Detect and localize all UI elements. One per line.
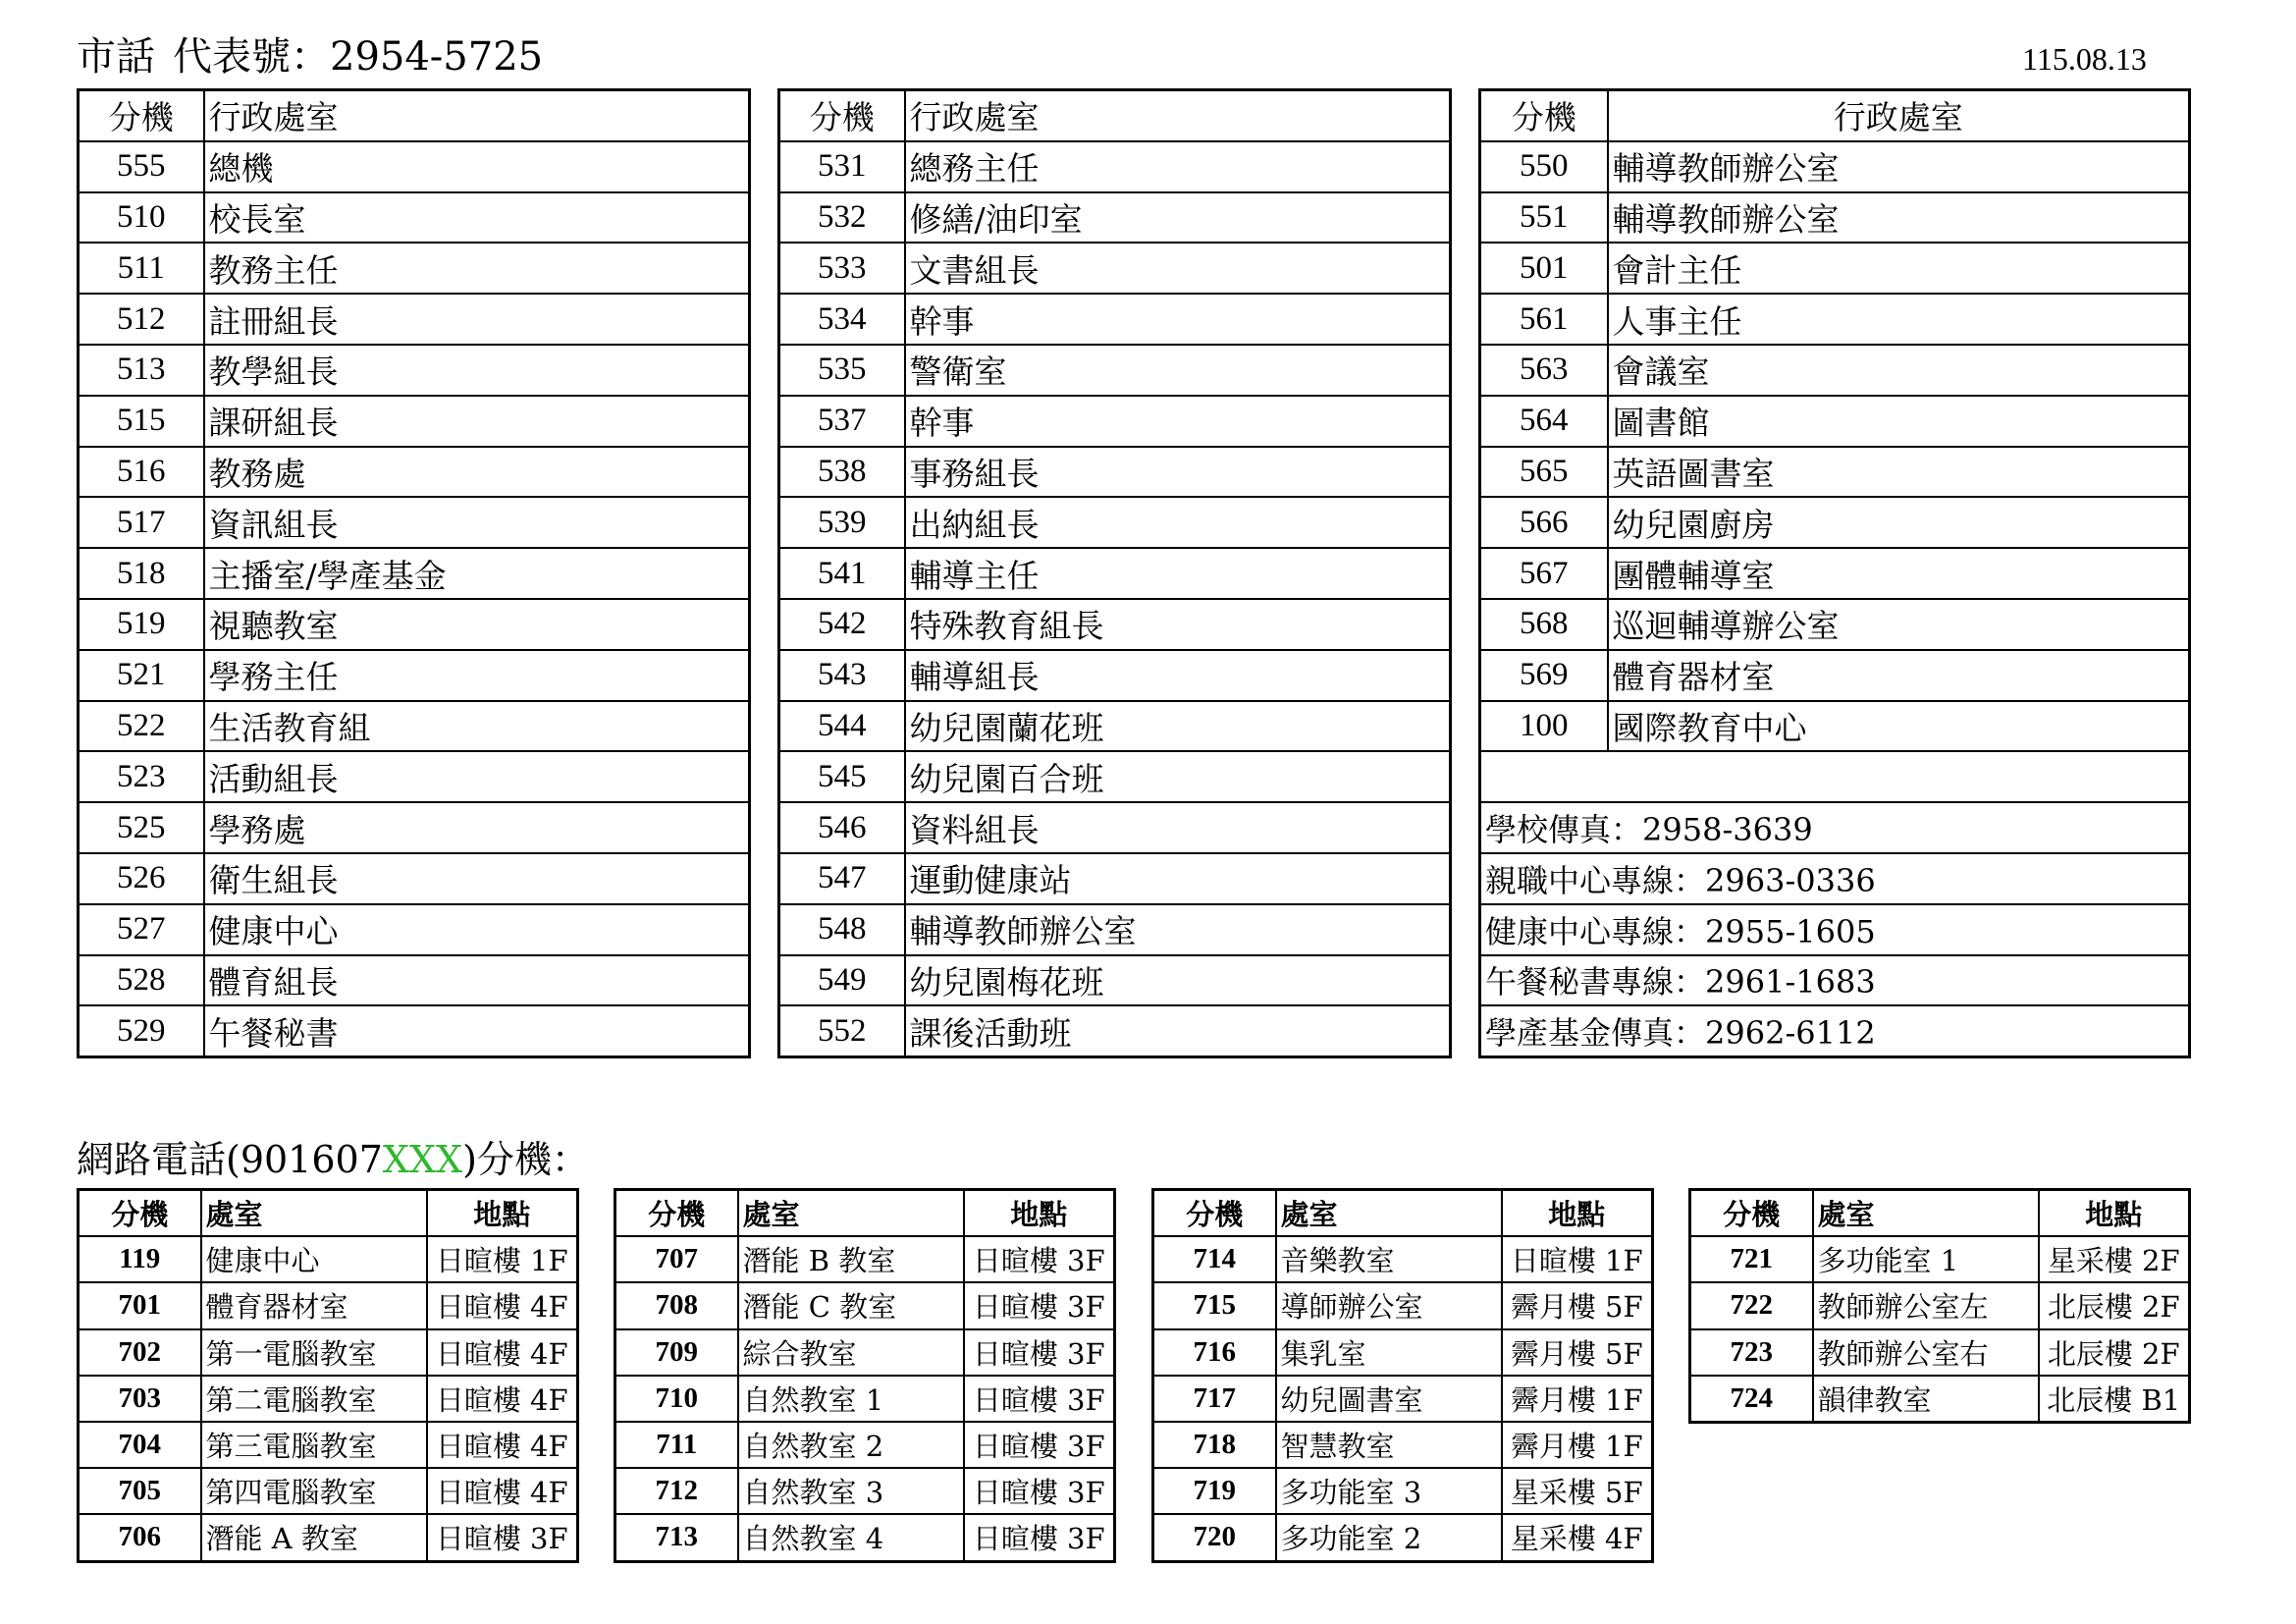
column-header-room: 處室 xyxy=(1276,1190,1502,1237)
office-name: 會計主任 xyxy=(1608,243,2190,294)
extension-number: 550 xyxy=(1480,141,1608,192)
table-row xyxy=(1480,599,2190,650)
office-name: 主播室/學產基金 xyxy=(204,548,750,599)
table-row xyxy=(1153,1422,1653,1468)
table-row xyxy=(779,141,1451,192)
office-name: 幹事 xyxy=(905,294,1451,345)
table-row xyxy=(1480,497,2190,548)
table-row xyxy=(1480,141,2190,192)
table-row xyxy=(79,294,750,345)
extension-number: 703 xyxy=(79,1376,201,1422)
voip-table xyxy=(1688,1188,2191,1424)
table-row xyxy=(79,955,750,1006)
column-header-extension: 分機 xyxy=(1480,90,1608,141)
office-name: 資料組長 xyxy=(905,802,1451,853)
column-header-extension: 分機 xyxy=(1690,1190,1813,1237)
main-number-label: 代表號：2954-5725 xyxy=(173,34,544,80)
table-row xyxy=(1690,1282,2190,1328)
room-name: 教師辦公室左 xyxy=(1813,1282,2039,1328)
voip-table xyxy=(1151,1188,1654,1563)
office-name: 視聽教室 xyxy=(204,599,750,650)
extension-number: 522 xyxy=(79,701,204,752)
room-name: 集乳室 xyxy=(1276,1329,1502,1376)
office-name: 衛生組長 xyxy=(204,853,750,904)
office-name: 輔導教師辦公室 xyxy=(1608,192,2190,244)
office-name: 幹事 xyxy=(905,396,1451,447)
table-row xyxy=(779,243,1451,294)
office-name: 總務主任 xyxy=(905,141,1451,192)
extension-number: 538 xyxy=(779,447,905,498)
extension-number: 723 xyxy=(1690,1329,1813,1376)
table-row xyxy=(79,141,750,192)
table-row xyxy=(779,650,1451,701)
extension-number: 527 xyxy=(79,904,204,955)
table-row xyxy=(79,548,750,599)
table-row xyxy=(779,192,1451,244)
table-row xyxy=(1153,1514,1653,1561)
room-name: 導師辦公室 xyxy=(1276,1282,1502,1328)
extension-number: 119 xyxy=(79,1236,201,1282)
office-name: 教學組長 xyxy=(204,345,750,396)
room-location: 日暄樓 4F xyxy=(427,1329,578,1376)
table-row xyxy=(79,904,750,955)
office-name: 體育組長 xyxy=(204,955,750,1006)
extension-number: 548 xyxy=(779,904,905,955)
office-name: 活動組長 xyxy=(204,751,750,802)
table-row xyxy=(1153,1468,1653,1514)
extension-number: 539 xyxy=(779,497,905,548)
table-row xyxy=(779,294,1451,345)
room-name: 潛能 C 教室 xyxy=(738,1282,964,1328)
office-name: 課研組長 xyxy=(204,396,750,447)
office-name: 運動健康站 xyxy=(905,853,1451,904)
table-row xyxy=(779,548,1451,599)
table-row xyxy=(79,650,750,701)
table-row xyxy=(779,1005,1451,1056)
column-header-location: 地點 xyxy=(427,1190,578,1237)
office-name: 輔導組長 xyxy=(905,650,1451,701)
extension-number: 706 xyxy=(79,1514,201,1561)
office-name: 特殊教育組長 xyxy=(905,599,1451,650)
extension-number: 534 xyxy=(779,294,905,345)
extension-number: 549 xyxy=(779,955,905,1006)
office-name: 學務處 xyxy=(204,802,750,853)
office-name: 修繕/油印室 xyxy=(905,192,1451,244)
blank-cell xyxy=(1480,751,2190,802)
table-row xyxy=(79,853,750,904)
office-name: 國際教育中心 xyxy=(1608,701,2190,752)
table-row xyxy=(79,751,750,802)
column-header-extension: 分機 xyxy=(79,90,204,141)
table-row xyxy=(1690,1376,2190,1423)
extension-number: 521 xyxy=(79,650,204,701)
office-name: 總機 xyxy=(204,141,750,192)
extension-number: 501 xyxy=(1480,243,1608,294)
table-row xyxy=(615,1376,1115,1422)
extension-number: 716 xyxy=(1153,1329,1276,1376)
extension-number: 701 xyxy=(79,1282,201,1328)
room-location: 星采樓 2F xyxy=(2039,1236,2190,1282)
extension-number: 523 xyxy=(79,751,204,802)
room-location: 星采樓 5F xyxy=(1502,1468,1653,1514)
room-location: 日暄樓 3F xyxy=(964,1236,1115,1282)
extension-number: 526 xyxy=(79,853,204,904)
extension-number: 518 xyxy=(79,548,204,599)
room-name: 體育器材室 xyxy=(201,1282,427,1328)
room-location: 霽月樓 1F xyxy=(1502,1376,1653,1422)
column-header-office: 行政處室 xyxy=(204,90,750,141)
table-row xyxy=(779,599,1451,650)
voip-title xyxy=(77,1134,589,1185)
table-header-row xyxy=(1690,1190,2190,1237)
extension-number: 707 xyxy=(615,1236,738,1282)
column-header-extension: 分機 xyxy=(1153,1190,1276,1237)
room-location: 日暄樓 3F xyxy=(964,1514,1115,1561)
extension-number: 544 xyxy=(779,701,905,752)
extension-number: 724 xyxy=(1690,1376,1813,1423)
table-row xyxy=(615,1468,1115,1514)
office-name: 英語圖書室 xyxy=(1608,447,2190,498)
extension-number: 516 xyxy=(79,447,204,498)
office-name: 註冊組長 xyxy=(204,294,750,345)
office-name: 教務主任 xyxy=(204,243,750,294)
extension-number: 568 xyxy=(1480,599,1608,650)
landline-table xyxy=(1478,88,2191,1058)
table-row xyxy=(79,1422,578,1468)
office-name: 事務組長 xyxy=(905,447,1451,498)
room-location: 星采樓 4F xyxy=(1502,1514,1653,1561)
extension-number: 569 xyxy=(1480,650,1608,701)
office-name: 教務處 xyxy=(204,447,750,498)
office-name: 學務主任 xyxy=(204,650,750,701)
table-header-row xyxy=(79,1190,578,1237)
office-name: 警衛室 xyxy=(905,345,1451,396)
extension-number: 713 xyxy=(615,1514,738,1561)
room-location: 日暄樓 3F xyxy=(964,1329,1115,1376)
extension-number: 525 xyxy=(79,802,204,853)
room-name: 第四電腦教室 xyxy=(201,1468,427,1514)
table-row xyxy=(1153,1282,1653,1328)
extension-number: 511 xyxy=(79,243,204,294)
extension-number: 709 xyxy=(615,1329,738,1376)
room-name: 自然教室 2 xyxy=(738,1422,964,1468)
column-header-office: 行政處室 xyxy=(1608,90,2190,141)
room-name: 多功能室 3 xyxy=(1276,1468,1502,1514)
room-location: 北辰樓 2F xyxy=(2039,1329,2190,1376)
column-header-extension: 分機 xyxy=(615,1190,738,1237)
column-header-room: 處室 xyxy=(1813,1190,2039,1237)
contact-line: 午餐秘書專線：2961-1683 xyxy=(1480,955,2190,1006)
table-row xyxy=(779,853,1451,904)
table-row xyxy=(615,1514,1115,1561)
room-name: 多功能室 2 xyxy=(1276,1514,1502,1561)
room-name: 第一電腦教室 xyxy=(201,1329,427,1376)
room-location: 北辰樓 2F xyxy=(2039,1282,2190,1328)
table-row xyxy=(79,1236,578,1282)
extension-number: 720 xyxy=(1153,1514,1276,1561)
office-name: 資訊組長 xyxy=(204,497,750,548)
extension-number: 563 xyxy=(1480,345,1608,396)
office-name: 校長室 xyxy=(204,192,750,244)
office-name: 午餐秘書 xyxy=(204,1005,750,1056)
extension-number: 564 xyxy=(1480,396,1608,447)
table-header-row xyxy=(79,90,750,141)
extension-number: 513 xyxy=(79,345,204,396)
extension-number: 551 xyxy=(1480,192,1608,244)
extension-number: 546 xyxy=(779,802,905,853)
table-row xyxy=(1480,396,2190,447)
room-name: 第三電腦教室 xyxy=(201,1422,427,1468)
room-location: 日暄樓 4F xyxy=(427,1422,578,1468)
extension-number: 708 xyxy=(615,1282,738,1328)
table-row xyxy=(779,497,1451,548)
room-name: 音樂教室 xyxy=(1276,1236,1502,1282)
info-row xyxy=(1480,904,2190,955)
table-row xyxy=(1480,345,2190,396)
room-name: 自然教室 1 xyxy=(738,1376,964,1422)
table-row xyxy=(1480,701,2190,752)
extension-number: 100 xyxy=(1480,701,1608,752)
office-name: 輔導教師辦公室 xyxy=(905,904,1451,955)
info-row xyxy=(1480,853,2190,904)
table-row xyxy=(79,497,750,548)
extension-number: 531 xyxy=(779,141,905,192)
contact-line: 健康中心專線：2955-1605 xyxy=(1480,904,2190,955)
table-row xyxy=(79,243,750,294)
info-row xyxy=(1480,802,2190,853)
room-name: 教師辦公室右 xyxy=(1813,1329,2039,1376)
extension-number: 535 xyxy=(779,345,905,396)
table-row xyxy=(1480,192,2190,244)
table-row xyxy=(779,904,1451,955)
extension-number: 545 xyxy=(779,751,905,802)
table-row xyxy=(779,447,1451,498)
extension-number: 533 xyxy=(779,243,905,294)
room-location: 日暄樓 3F xyxy=(964,1422,1115,1468)
office-name: 巡迴輔導辦公室 xyxy=(1608,599,2190,650)
room-location: 日暄樓 1F xyxy=(427,1236,578,1282)
table-row xyxy=(1153,1329,1653,1376)
table-header-row xyxy=(1153,1190,1653,1237)
office-name: 輔導教師辦公室 xyxy=(1608,141,2190,192)
column-header-extension: 分機 xyxy=(79,1190,201,1237)
extension-number: 510 xyxy=(79,192,204,244)
table-row xyxy=(79,701,750,752)
table-row xyxy=(1690,1329,2190,1376)
table-row xyxy=(615,1282,1115,1328)
table-row xyxy=(1153,1376,1653,1422)
room-location: 日暄樓 3F xyxy=(964,1376,1115,1422)
room-name: 潛能 B 教室 xyxy=(738,1236,964,1282)
extension-number: 711 xyxy=(615,1422,738,1468)
table-row xyxy=(79,1329,578,1376)
extension-number: 519 xyxy=(79,599,204,650)
voip-table xyxy=(614,1188,1116,1563)
column-header-office: 行政處室 xyxy=(905,90,1451,141)
office-name: 健康中心 xyxy=(204,904,750,955)
table-row xyxy=(79,192,750,244)
date-label: 115.08.13 xyxy=(2022,41,2147,77)
office-name: 輔導主任 xyxy=(905,548,1451,599)
table-row xyxy=(79,396,750,447)
room-location: 日暄樓 4F xyxy=(427,1376,578,1422)
extension-number: 721 xyxy=(1690,1236,1813,1282)
info-row xyxy=(1480,1005,2190,1056)
landline-table xyxy=(777,88,1452,1058)
extension-number: 555 xyxy=(79,141,204,192)
room-location: 霽月樓 1F xyxy=(1502,1422,1653,1468)
room-name: 自然教室 3 xyxy=(738,1468,964,1514)
office-name: 人事主任 xyxy=(1608,294,2190,345)
column-header-location: 地點 xyxy=(2039,1190,2190,1237)
extension-number: 566 xyxy=(1480,497,1608,548)
city-label: 市話 xyxy=(77,34,155,80)
table-row xyxy=(1480,294,2190,345)
room-location: 日暄樓 3F xyxy=(964,1282,1115,1328)
office-name: 文書組長 xyxy=(905,243,1451,294)
table-header-row xyxy=(1480,90,2190,141)
info-row xyxy=(1480,955,2190,1006)
office-name: 幼兒園蘭花班 xyxy=(905,701,1451,752)
table-row xyxy=(79,1005,750,1056)
extension-number: 710 xyxy=(615,1376,738,1422)
room-name: 多功能室 1 xyxy=(1813,1236,2039,1282)
extension-number: 542 xyxy=(779,599,905,650)
contact-line: 學校傳真：2958-3639 xyxy=(1480,802,2190,853)
office-name: 生活教育組 xyxy=(204,701,750,752)
room-name: 綜合教室 xyxy=(738,1329,964,1376)
table-row xyxy=(79,447,750,498)
room-name: 自然教室 4 xyxy=(738,1514,964,1561)
table-row xyxy=(79,345,750,396)
extension-number: 541 xyxy=(779,548,905,599)
extension-number: 712 xyxy=(615,1468,738,1514)
voip-title-prefix: 網路電話(901607 xyxy=(77,1138,383,1181)
office-name: 出納組長 xyxy=(905,497,1451,548)
table-row xyxy=(779,396,1451,447)
room-name: 潛能 A 教室 xyxy=(201,1514,427,1561)
table-row xyxy=(615,1236,1115,1282)
room-location: 日暄樓 1F xyxy=(1502,1236,1653,1282)
voip-title-highlight: XXX xyxy=(382,1138,463,1181)
blank-row xyxy=(1480,751,2190,802)
room-location: 日暄樓 4F xyxy=(427,1468,578,1514)
column-header-location: 地點 xyxy=(964,1190,1115,1237)
room-location: 日暄樓 3F xyxy=(427,1514,578,1561)
table-row xyxy=(79,1376,578,1422)
office-name: 圖書館 xyxy=(1608,396,2190,447)
landline-table xyxy=(77,88,751,1058)
office-name: 團體輔導室 xyxy=(1608,548,2190,599)
room-name: 智慧教室 xyxy=(1276,1422,1502,1468)
extension-number: 722 xyxy=(1690,1282,1813,1328)
office-name: 幼兒園百合班 xyxy=(905,751,1451,802)
room-name: 幼兒圖書室 xyxy=(1276,1376,1502,1422)
table-row xyxy=(1480,650,2190,701)
extension-number: 717 xyxy=(1153,1376,1276,1422)
extension-number: 515 xyxy=(79,396,204,447)
extension-number: 529 xyxy=(79,1005,204,1056)
table-row xyxy=(79,1282,578,1328)
room-location: 霽月樓 5F xyxy=(1502,1329,1653,1376)
office-name: 課後活動班 xyxy=(905,1005,1451,1056)
table-row xyxy=(1480,447,2190,498)
voip-table xyxy=(77,1188,579,1563)
table-row xyxy=(79,599,750,650)
room-name: 健康中心 xyxy=(201,1236,427,1282)
extension-number: 543 xyxy=(779,650,905,701)
column-header-extension: 分機 xyxy=(779,90,905,141)
table-header-row xyxy=(779,90,1451,141)
table-row xyxy=(1153,1236,1653,1282)
office-name: 幼兒園梅花班 xyxy=(905,955,1451,1006)
extension-number: 537 xyxy=(779,396,905,447)
table-row xyxy=(779,345,1451,396)
room-location: 日暄樓 3F xyxy=(964,1468,1115,1514)
room-location: 日暄樓 4F xyxy=(427,1282,578,1328)
table-row xyxy=(779,751,1451,802)
extension-number: 714 xyxy=(1153,1236,1276,1282)
extension-number: 512 xyxy=(79,294,204,345)
extension-number: 567 xyxy=(1480,548,1608,599)
page-title xyxy=(77,29,543,84)
room-name: 韻律教室 xyxy=(1813,1376,2039,1423)
extension-number: 715 xyxy=(1153,1282,1276,1328)
table-row xyxy=(615,1329,1115,1376)
column-header-room: 處室 xyxy=(201,1190,427,1237)
extension-number: 528 xyxy=(79,955,204,1006)
office-name: 幼兒園廚房 xyxy=(1608,497,2190,548)
extension-number: 718 xyxy=(1153,1422,1276,1468)
table-row xyxy=(79,802,750,853)
extension-number: 532 xyxy=(779,192,905,244)
voip-title-suffix: )分機： xyxy=(462,1138,589,1181)
table-row xyxy=(79,1468,578,1514)
table-row xyxy=(615,1422,1115,1468)
extension-number: 552 xyxy=(779,1005,905,1056)
table-row xyxy=(79,1514,578,1561)
extension-number: 704 xyxy=(79,1422,201,1468)
table-row xyxy=(1690,1236,2190,1282)
extension-number: 705 xyxy=(79,1468,201,1514)
column-header-location: 地點 xyxy=(1502,1190,1653,1237)
office-name: 體育器材室 xyxy=(1608,650,2190,701)
extension-number: 702 xyxy=(79,1329,201,1376)
extension-number: 719 xyxy=(1153,1468,1276,1514)
contact-line: 學產基金傳真：2962-6112 xyxy=(1480,1005,2190,1056)
room-name: 第二電腦教室 xyxy=(201,1376,427,1422)
room-location: 霽月樓 5F xyxy=(1502,1282,1653,1328)
room-location: 北辰樓 B1 xyxy=(2039,1376,2190,1423)
table-row xyxy=(1480,548,2190,599)
table-header-row xyxy=(615,1190,1115,1237)
extension-number: 547 xyxy=(779,853,905,904)
office-name: 會議室 xyxy=(1608,345,2190,396)
extension-number: 561 xyxy=(1480,294,1608,345)
table-row xyxy=(779,802,1451,853)
extension-number: 565 xyxy=(1480,447,1608,498)
column-header-room: 處室 xyxy=(738,1190,964,1237)
table-row xyxy=(779,701,1451,752)
table-row xyxy=(1480,243,2190,294)
extension-number: 517 xyxy=(79,497,204,548)
table-row xyxy=(779,955,1451,1006)
contact-line: 親職中心專線：2963-0336 xyxy=(1480,853,2190,904)
